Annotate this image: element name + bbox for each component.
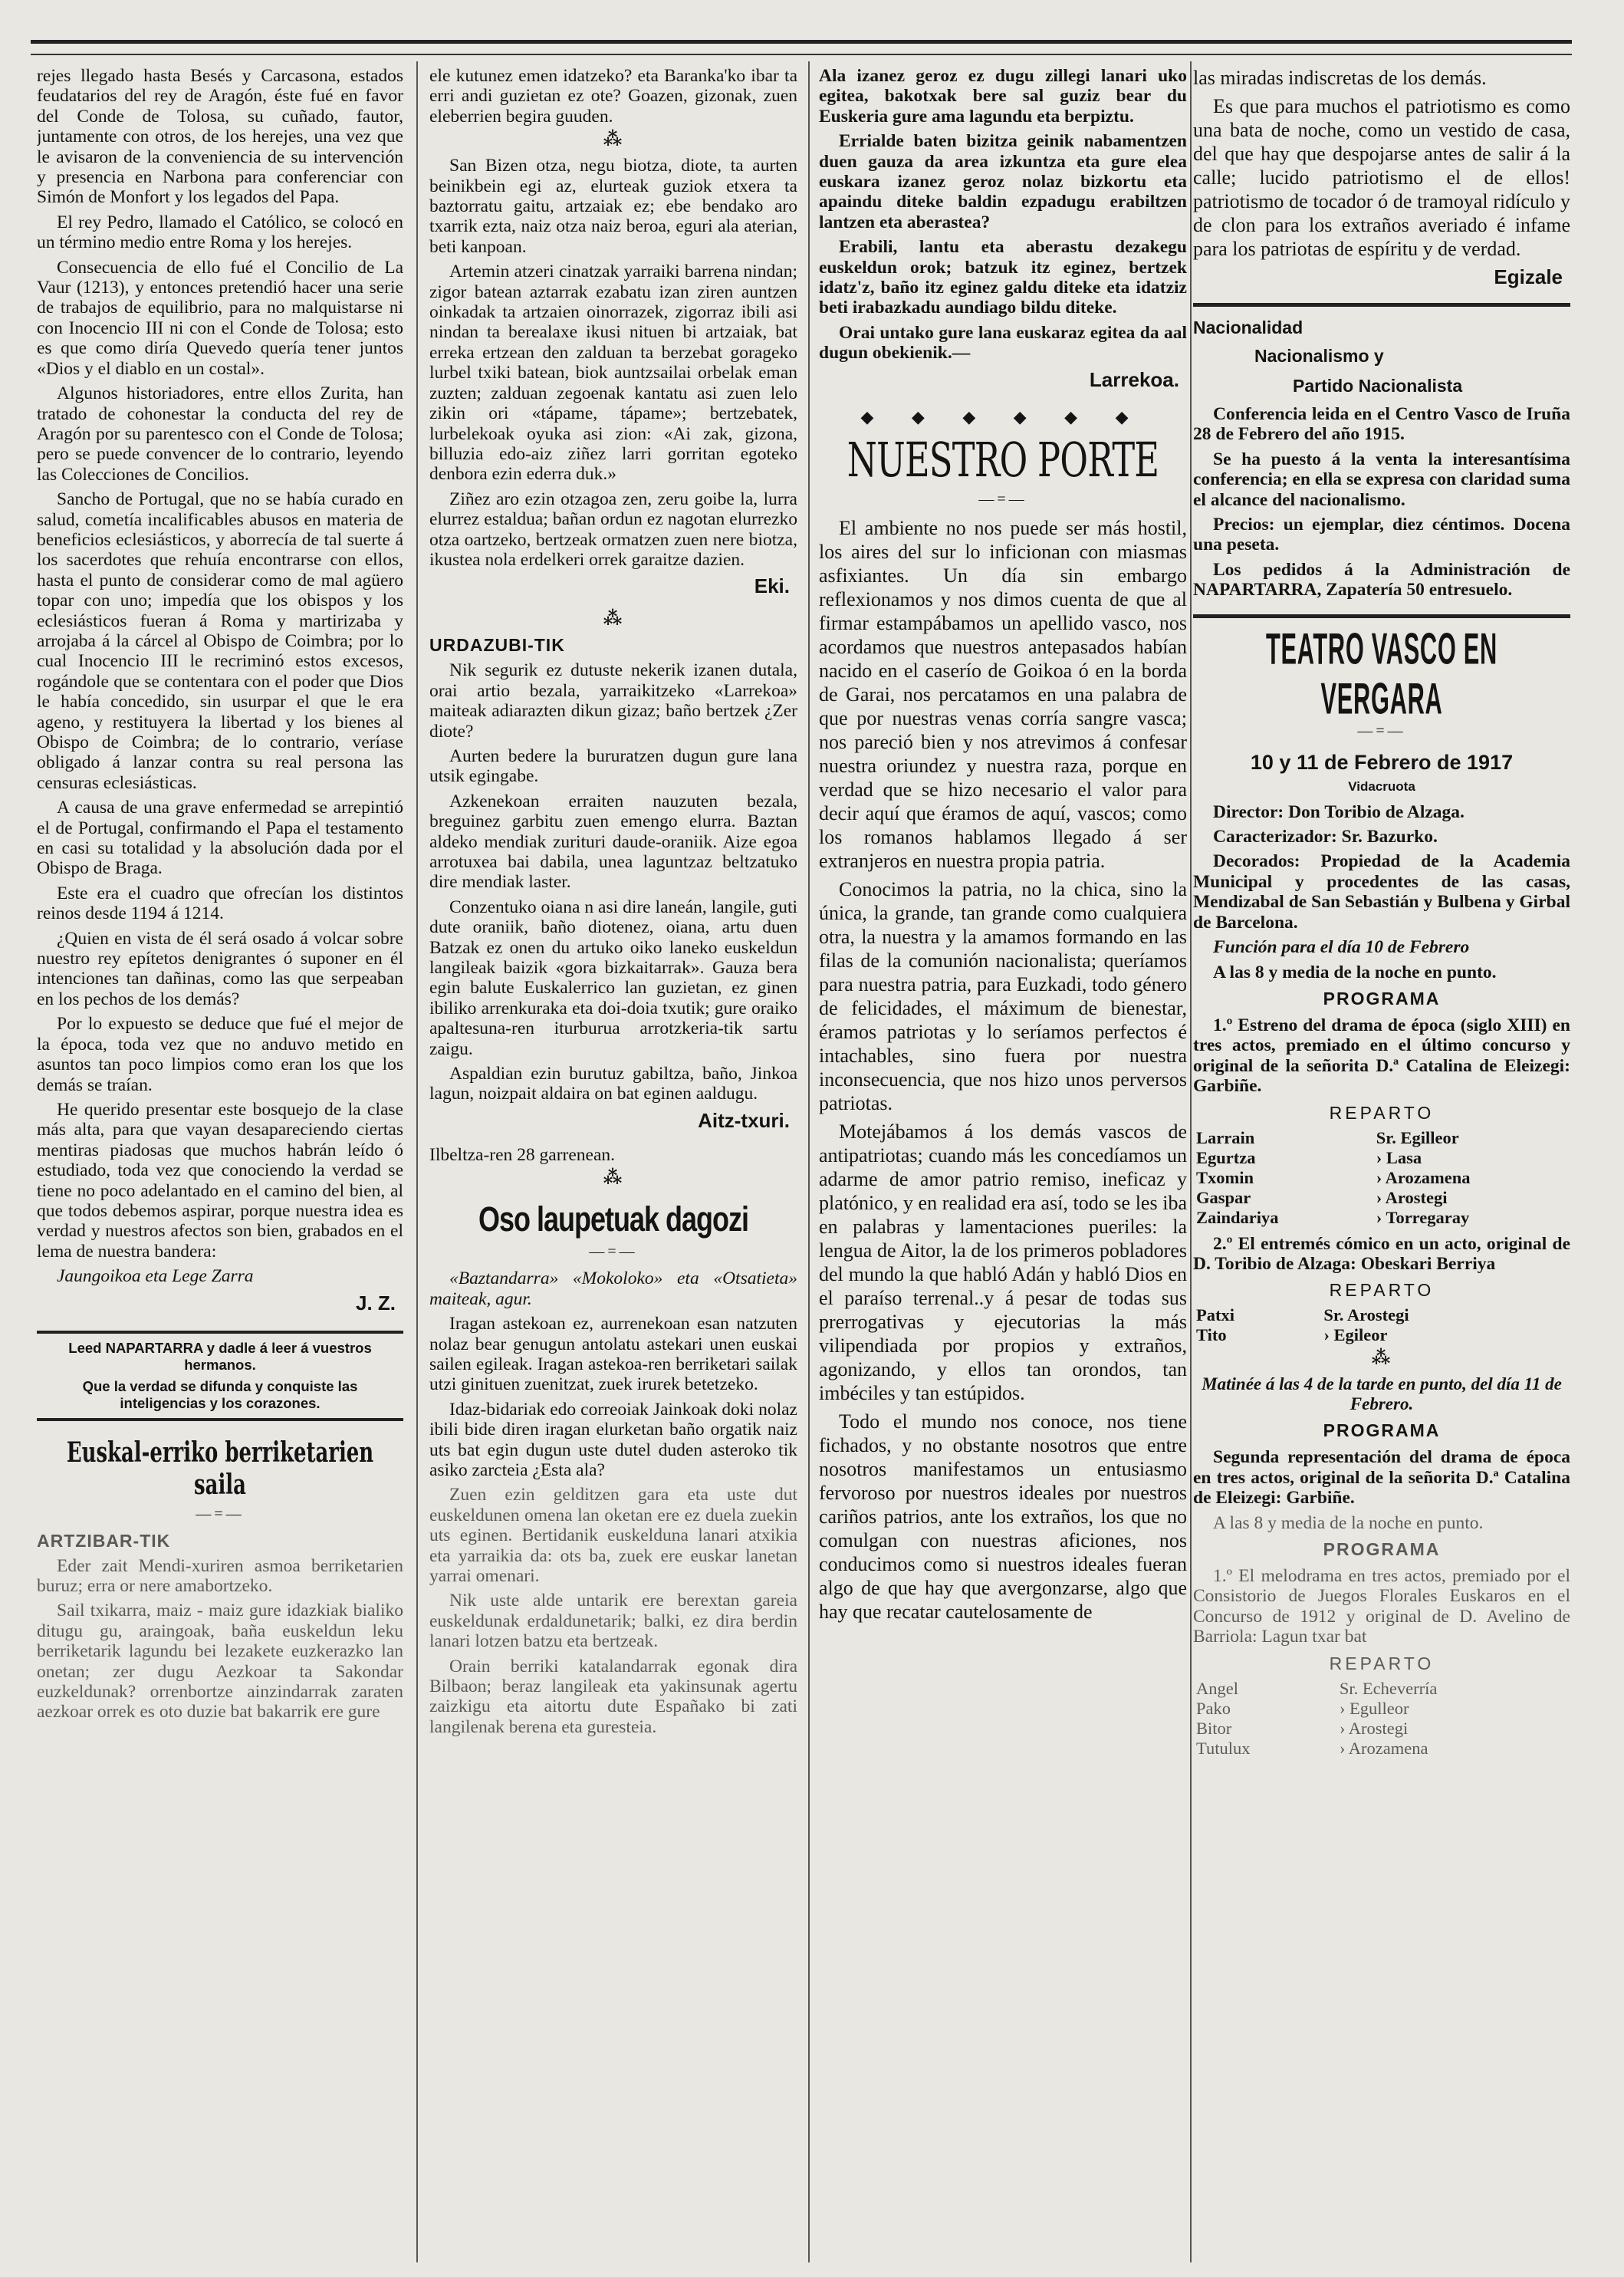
paragraph: A las 8 y media de la noche en punto. — [1213, 962, 1497, 982]
theatre-title: TEATRO VASCO EN VERGARA — [1266, 624, 1497, 724]
actor: Sr. Echeverría — [1339, 1678, 1438, 1698]
paragraph: Azkenekoan erraiten nauzuten bezala, breguinez garbitu zuen emengo elurra. Baztan aldeko mendiak zurituri daude-oraniik. Aize egoa arrotuxea bai dabila, unea laguntzaz beltzatuko dire mendiak laster. — [429, 791, 797, 893]
actor: › Arozamena — [1376, 1167, 1471, 1187]
paragraph: Idaz-bidariak edo correoiak Jainkoak doki nolaz ibili bide diren iragan elurketan baño orgatik naiz uts bat egin dugun uste dutel duden asteroko tik asiko zarcteia ¿Esta ala? — [429, 1399, 797, 1480]
paragraph: Consecuencia de ello fué el Concilio de La Vaur (1213), y entonces pretendió hacer una serie de trabajos de equilibrio, para no malquistarse ni con Inocencio III ni con el Conde de Tolosa; esto es que como diría Quevedo quería tener juntos «Dios y el diablo en un costal». — [37, 257, 403, 379]
paragraph: Artemin atzeri cinatzak yarraiki barrena nindan; zigor batean aztarrak ezabatu izan ziren auntzen oinkadak ta artzaien oinorrazek, zigorraz ibili asi nindan ta berealaxe ikusi nituen bi artzaiak, bat erreka ertzean den zalduan ta berzebat gorageko lurbel txiki batean, biok auntzsailai orbelak eman zuzten; zalduan zegoenak kantatu asi zuen lelo zikin ori «tápame, tápame»; bertzebatek, lurbelekoak oyuka asi zion: «Ai zak, gizona, billuzia edo-aiz ziñez larri gorritan egoteko denbora ezin ederra duk.» — [429, 262, 797, 485]
signature: Larrekoa. — [1089, 367, 1179, 391]
role: Larrain — [1196, 1127, 1255, 1147]
section-rule — [1193, 303, 1570, 307]
role: Gaspar — [1196, 1187, 1251, 1207]
section-rule — [1193, 614, 1570, 618]
paragraph: Motejábamos á los demás vascos de antipatriotas; cuando más les concedíamos un adarme de amor patrio remiso, ineficaz y platónico, y en realidad era así, todo se les iba en palabras y lamentaciones pueriles: la lengua de Aitor, la de los primeros pobladores del mundo la que habló Adán y habló Dios en el paraíso terrenal..y á pesar de todas sus prerrogativas y ejecutorias la más vilipendiada por propios y extraños, agonizando, y ellos tan orondos, tan imbéciles y tan estúpidos. — [819, 1120, 1187, 1404]
subheading: ARTZIBAR-TIK — [37, 1530, 171, 1551]
paragraph: Conocimos la patria, no la chica, sino la única, la grande, tan grande como cualquiera otra, la nuestra y la amamos formando en las filas de la comunión nacionalista; queríamos para nuestra patria, para Euzkadi, todo género de felicidades, el máximum de bienestar, éramos patriotas y lo seríamos perfectos é intachables, sino fuera por nuestra inconsecuencia, que nos hizo unos perversos patriotas. — [819, 877, 1187, 1114]
paragraph: Es que para muchos el patriotismo es como una bata de noche, como un vestido de casa, del que hay que despojarse antes de salir á la calle; lucido patriotismo el de ellos! patriotismo de tocador ó de tramoyal ridículo y de clon para los extraños averiado é infame para los patriotas de espíritu y de verdad. — [1193, 95, 1570, 260]
paragraph: Los pedidos á la Administración de NAPARTARRA, Zapatería 50 entresuelo. — [1193, 559, 1570, 601]
paragraph: A las 8 y media de la noche en punto. — [1213, 1512, 1484, 1533]
paragraph: Erabili, lantu eta aberastu dezakegu euskeldun orok; batzuk itz eginez, bertzek idatz'z, baño itz eginez galdu diteke eta idatziz beti irabazkadu aundiago bildu diteke. — [819, 237, 1187, 318]
actor: › Lasa — [1376, 1147, 1422, 1167]
paragraph: El rey Pedro, llamado el Católico, se colocó en un término medio entre Roma y los herejes. — [37, 212, 403, 253]
signature: Aitz-txuri. — [698, 1108, 790, 1132]
actor: › Egulleor — [1339, 1698, 1409, 1718]
paragraph: Iragan astekoan ez, aurrenekoan esan natzuten nolaz bear genugun antolatu astekari unen euskai sailen egileak. Iragan astekoa-ren berriketari sailak utzi ginituen zuenitzat, zuek irurek betetzeko. — [429, 1314, 797, 1395]
cast-heading: REPARTO — [1329, 1102, 1435, 1123]
role: Angel — [1196, 1678, 1238, 1698]
paragraph: Ziñez aro ezin otzagoa zen, zeru goibe la, lurra elurrez estaldua; bañan ordun ez nagotan elurrezko otza oartzeko, bertzeak ormatzen zuen nere biotza, ikustea nola erdelkeri orrek garaitze dazien. — [429, 489, 797, 570]
column-3 — [819, 66, 1187, 2259]
cast-table — [1193, 1305, 1570, 1345]
paragraph: Por lo expuesto se deduce que fué el mejor de la época, toda vez que no anduvo metido en asuntos tan poco limpios como eran los que los demás se traían. — [37, 1014, 403, 1095]
paragraph: rejes llegado hasta Besés y Carcasona, estados feudatarios del rey de Aragón, éste fué en favor del Conde de Tolosa, su cuñado, fautor, juntamente con otros, de los herejes, una vez que le avisaron de la conveniencia de su intervención y presencia en Narbona para conferenciar con Simón de Monfort y los legados del Papa. — [37, 66, 403, 208]
cast-row — [1193, 1168, 1570, 1188]
subheading: URDAZUBI-TIK — [429, 635, 565, 656]
cast-row — [1193, 1148, 1570, 1168]
actor: Sr. Egilleor — [1376, 1127, 1459, 1147]
paragraph: A causa de una grave enfermedad se arrepintió el de Portugal, confirmando el Papa el testamento en casi su totalidad y la absolución dada por el Obispo de Braga. — [37, 798, 403, 879]
paragraph: «Baztandarra» «Mokoloko» eta «Otsatieta» maiteak, agur. — [429, 1268, 797, 1309]
ad-heading: Nacionalismo y — [1254, 346, 1384, 366]
event-date: 10 y 11 de Febrero de 1917 — [1250, 750, 1514, 774]
paragraph: Se ha puesto á la venta la interesantísima conferencia; en ella se expresa con claridad suma el alcance del nacionalismo. — [1193, 449, 1570, 510]
paragraph: ele kutunez emen idatzeko? eta Baranka'ko ibar ta erri andi guzietan ez ote? Goazen, gizonak, zuen eleberrien begira guuden. — [429, 66, 797, 127]
article-title: NUESTRO PORTE — [847, 431, 1159, 488]
credit: Director: Don Toribio de Alzaga. — [1213, 801, 1465, 822]
column-1 — [37, 66, 403, 2259]
actor: › Arostegi — [1339, 1718, 1409, 1738]
cast-row — [1193, 1208, 1570, 1228]
paragraph: Zuen ezin gelditzen gara eta uste dut euskeldunen omena lan oketan ere ez duela zuekin uts eginen. Bertidanik euskelduna lanari atxikia eta yarraikia da: ots ba, zuek ere euskar lanetan yarrai omenari. — [429, 1485, 797, 1586]
credit: Caracterizador: Sr. Bazurko. — [1213, 827, 1438, 847]
programme-heading: PROGRAMA — [1323, 988, 1441, 1009]
actor: › Egileor — [1323, 1325, 1388, 1345]
signature: Eki. — [754, 574, 790, 598]
paragraph: Nik segurik ez dutuste nekerik izanen dutala, orai artio bezala, yarraikitzeko «Larrekoa» maiteak adiarazten dikun gizaz; baño bertzek ¿Zer diote? — [429, 660, 797, 742]
promo-line: Que la verdad se difunda y conquiste las inteligencias y los corazones. — [82, 1377, 358, 1411]
motto: Jaungoikoa eta Lege Zarra — [57, 1266, 254, 1287]
paragraph: He querido presentar este bosquejo de la clase más alta, para que vayan desapareciendo ciertas mentiras piadosas que muchos habrán leído ó estudiado, toda vez que conociendo la verdad se tiene no poco adelantado en el camino del bien, al que todos debemos aspirar, porque nuestra idea es verdad y nuestros afectos son bien, grabados en el lema de nuestra bandera: — [37, 1099, 403, 1262]
column-2 — [429, 66, 797, 2259]
paragraph: Precios: un ejemplar, diez céntimos. Docena una peseta. — [1193, 515, 1570, 555]
programme-heading: PROGRAMA — [1323, 1420, 1441, 1441]
ornament: —=— — [196, 1505, 245, 1522]
paragraph: Errialde baten bizitza geinik nabamentzen duen gauza da area izkuntza eta gure elea euskara izanez geroz nolaz bizkortu eta apaindu diteke baldin ezpadugu erabiltzen lantzen eta aberastea? — [819, 131, 1187, 232]
cast-table — [1193, 1128, 1570, 1228]
paragraph: Nik uste alde untarik ere berextan gareia euskeldunak erdaldunetarik; balki, ez dira berdin lanari lotzen batzu eta bertzeak. — [429, 1591, 797, 1652]
stars-divider: ⁂ — [1371, 1348, 1392, 1369]
programme-heading: PROGRAMA — [1323, 1538, 1441, 1559]
ornament: —=— — [589, 1243, 638, 1261]
promo-line: Leed NAPARTARRA y dadle á leer á vuestros hermanos. — [68, 1339, 372, 1373]
programme-item: 2.º El entremés cómico en un acto, original de D. Toribio de Alzaga: Obeskari Berriya — [1193, 1233, 1570, 1274]
paragraph: Sancho de Portugal, que no se había curado en salud, cometía incalificables abusos en materia de beneficios eclesiásticos, y aborrecía de tal suerte á los sacerdotes que rehuía encontrarse con ellos, hasta el punto de considerar como de mal agüero topar con uno; impedía que los obispos y los eclesiásticos fueran á Roma y martirizaba y arrojaba á la cárcel al Obispo de Coimbra; por lo cual Inocencio III le recriminó estos excesos, rogándole que se contentara con el poder que Dios le había concedido, sin usurpar el que le era ageno, y restituyera la libertad y los bienes al Obispo de Coimbra; de lo contrario, veríase obligado á lanzar contra su real persona las censuras eclesiásticas. — [37, 489, 403, 793]
stars-divider: ⁂ — [603, 609, 624, 630]
role: Egurtza — [1196, 1147, 1256, 1167]
programme-item: 1.º Estreno del drama de época (siglo XIII) en tres actos, premiado en el último concurso y original de la señorita D.ª Catalina de Eleizegi: Garbiñe. — [1193, 1015, 1570, 1097]
role: Zaindariya — [1196, 1207, 1279, 1227]
role: Bitor — [1196, 1718, 1232, 1738]
role: Tutulux — [1196, 1738, 1251, 1758]
date-line: Ilbeltza-ren 28 garrenean. — [429, 1144, 616, 1165]
leaf-ornament-row: ◆ ◆ ◆ ◆ ◆ ◆ — [860, 406, 1146, 426]
paragraph: las miradas indiscretas de los demás. — [1193, 67, 1487, 89]
top-rule — [31, 40, 1572, 44]
column-separator — [1190, 61, 1192, 2262]
paragraph: El ambiente no nos puede ser más hostil, los aires del sur lo inficionan con miasmas asfixiantes. Un día sin embargo reflexionamos y nos dimos cuenta de que al firmar estampábamos un apellido vasco, nos acordamos que nuestros antepasados habían nacido en el caserío de Goikoa ó en la borda de Garai, nos percatamos en una palabra de que por nuestras venas corría sangre vasca; nos pareció bien y nos atrevimos á confesar nuestra oriundez y nuestra raza, porque en verdad que se hizo necesario el valor para decir aquí que éramos de aquí, vascos; como los romanos hablamos llegado á ser extranjeros en nuestra propia patria. — [819, 516, 1187, 872]
cast-row — [1193, 1325, 1570, 1345]
actor: › Torregaray — [1376, 1207, 1470, 1227]
top-rule-thin — [31, 54, 1572, 55]
section-title: Euskal-erriko berriketarien saila — [66, 1436, 374, 1501]
cast-row — [1193, 1739, 1570, 1759]
stars-divider: ⁂ — [603, 130, 624, 150]
paragraph: Ala izanez geroz ez dugu zillegi lanari uko egitea, bakotxak bere sal guziz bear du Euskeria gure ama lagundu eta berpiztu. — [819, 66, 1187, 127]
actor: Sr. Arostegi — [1323, 1305, 1409, 1325]
programme-item: Segunda representación del drama de época en tres actos, original de la señorita D.ª Catalina de Eleizegi: Garbiñe. — [1193, 1447, 1570, 1509]
headline: Oso laupetuak dagozi — [478, 1199, 749, 1239]
paragraph: Aurten bedere la bururatzen dugun gure lana utsik egingabe. — [429, 745, 797, 787]
role: Pako — [1196, 1698, 1231, 1718]
cast-heading: REPARTO — [1329, 1280, 1435, 1301]
paragraph: Conferencia leida en el Centro Vasco de Iruña 28 de Febrero del año 1915. — [1193, 404, 1570, 445]
cast-row — [1193, 1128, 1570, 1148]
credit: Decorados: Propiedad de la Academia Municipal y procedentes de las casas, Mendizabal de San Sebastián y Bulbena y Girbal de Barcelona. — [1193, 851, 1570, 933]
column-separator — [808, 61, 810, 2262]
paragraph: Algunos historiadores, entre ellos Zurita, han tratado de cohonestar la conducta del rey de Aragón por su parentesco con el Conde de Tolosa; pero se puede convencer de lo contrario, leyendo las Colecciones de Concilios. — [37, 383, 403, 485]
column-separator — [416, 61, 418, 2262]
ornament: —=— — [978, 490, 1027, 508]
programme-item: 1.º El melodrama en tres actos, premiado por el Consistorio de Juegos Florales Euskaros en el Concurso de 1912 y original de D. Avelino de Barriola: Lagun txar bat — [1193, 1565, 1570, 1647]
signature: J. Z. — [355, 1291, 396, 1315]
ornament: —=— — [1357, 722, 1406, 739]
column-4 — [1193, 66, 1570, 2259]
paragraph: Orain berriki katalandarrak egonak dira Bilbaon; beraz langileak eta yakinsunak agertu zaizkigu eta aitortu dute Españako bi zati langilenak berena eta guresteia. — [429, 1656, 797, 1737]
ad-heading: Nacionalidad — [1193, 318, 1303, 337]
paragraph: Este era el cuadro que ofrecían los distintos reinos desde 1194 á 1214. — [37, 883, 403, 924]
promo-box — [37, 1331, 403, 1421]
cast-row — [1193, 1188, 1570, 1208]
paragraph: Eder zait Mendi-xuriren asmoa berriketarien buruz; erra or nere amabortzeko. — [37, 1555, 403, 1596]
paragraph: Orai untako gure lana euskaraz egitea da aal dugun obekienik.— — [819, 322, 1187, 364]
signature: Egizale — [1494, 265, 1563, 288]
cast-row — [1193, 1305, 1570, 1325]
matinee-heading: Matinée á las 4 de la tarde en punto, del día 11 de Febrero. — [1202, 1374, 1562, 1414]
cast-row — [1193, 1699, 1570, 1719]
cast-table — [1193, 1679, 1570, 1759]
cast-heading: REPARTO — [1329, 1653, 1435, 1673]
paragraph: Aspaldian ezin burutuz gabiltza, baño, Jinkoa lagun, noizpait aldaira on bat eginen aaldugu. — [429, 1064, 797, 1104]
paragraph: San Bizen otza, negu biotza, diote, ta aurten beinikbein egi az, elurteak guziok etxera ta baztorratu gaitu, artzaiak ez; ebe bendako aro txarrik ezta, naiz otza naiz beroa, eguri ala aterian, beti kanpoan. — [429, 156, 797, 257]
paragraph: Todo el mundo nos conoce, nos tiene fichados, y no obstante nosotros que entre nosotros manifestamos un entusiasmo fervoroso por nuestros ideales por nuestros cariños patrios, ante los extraños, los que no comulgan con nuestras aficiones, nos conducimos como si nuestros ideales fueran algo de que hay que avergonzarse, algo que hay que recatar cautelosamente de — [819, 1410, 1187, 1623]
role: Txomin — [1196, 1167, 1254, 1187]
venue: Vidacruota — [1348, 778, 1415, 794]
cast-row — [1193, 1679, 1570, 1699]
role: Patxi — [1196, 1305, 1234, 1325]
paragraph: Sail txikarra, maiz - maiz gure idazkiak bialiko ditugu gu, araingoak, baña euskeldun leku berriketarik lagundu bei lezakete euzkerazko lan onetan; zer dugu Aezkoar ta Sakondar euzkeldunak? orrenbortze ainzindarrak zaraten aezkoar orrek es oto duzie bat bakarrik ere gure — [37, 1601, 403, 1723]
role: Tito — [1196, 1325, 1227, 1345]
actor: › Arostegi — [1376, 1187, 1448, 1207]
actor: › Arozamena — [1339, 1738, 1428, 1758]
cast-row — [1193, 1719, 1570, 1739]
ad-heading: Partido Nacionalista — [1293, 376, 1463, 396]
stars-divider: ⁂ — [603, 1168, 624, 1189]
paragraph: ¿Quien en vista de él será osado á volcar sobre nuestro rey epítetos denigrantes ó suponer en él intenciones tan dañinas, como las que serpeaban en los pechos de los demás? — [37, 928, 403, 1009]
paragraph: Conzentuko oiana n asi dire laneán, langile, guti dute oraniik, baño diotenez, oiana, artu duen Batzak ez onen du artuko oiko laneko euskeldun langileak baizik «gora bizkaitarrak». Gauza bera egin balute Euskalerrico lan guzietan, ez ginen ibiliko arrenkuraka eta doi-doia txutik; gure oraiko apaltesuna-ren iturburua arrotzkeria-tik sartu zaigu. — [429, 897, 797, 1059]
function-heading: Función para el día 10 de Febrero — [1213, 937, 1470, 958]
